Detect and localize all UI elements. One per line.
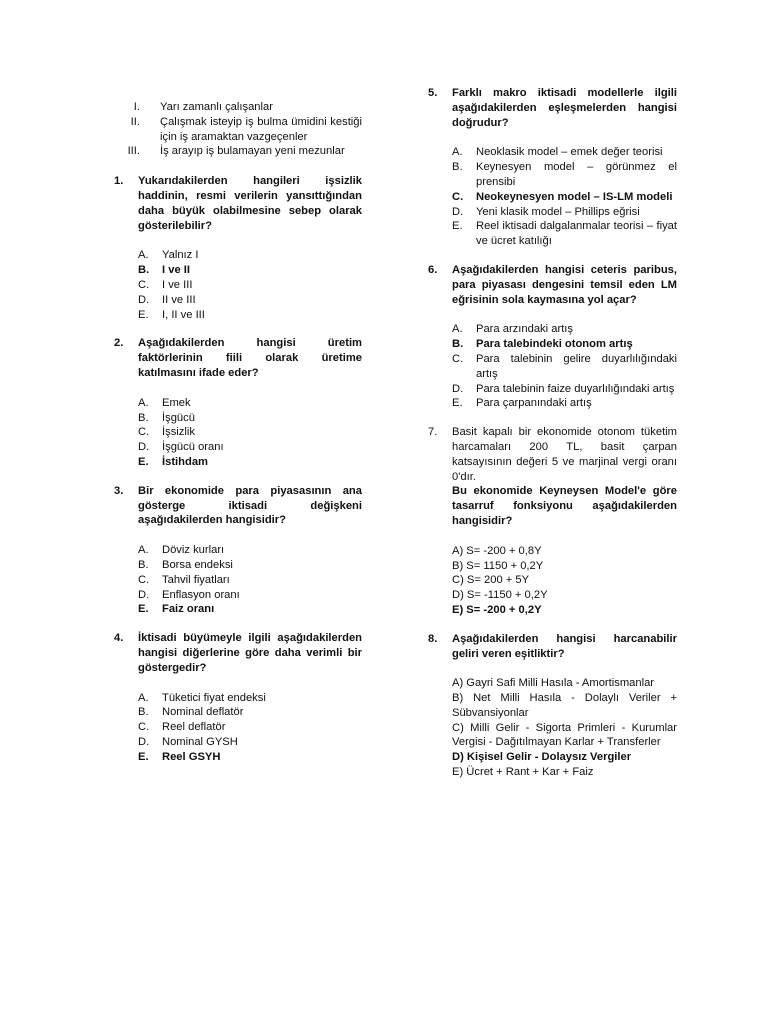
option-text: İşgücü oranı [162,441,224,454]
option[interactable] [428,544,677,559]
option-letter: D. [138,441,150,454]
option-text: Para talebinin gelire duyarlılığındaki artış [476,352,677,380]
roman-number: I. [133,101,140,113]
options-list [114,543,362,617]
question-text: Basit kapalı bir ekonomide otonom tüketim harcamaları 200 TL, basit çarpan katsayısının değeri 5 ve marjinal vergi oranı 0'dır. [452,426,677,483]
option-correct[interactable] [114,263,362,278]
roman-text: İş arayıp iş bulamayan yeni mezunlar [160,145,345,158]
question-text: Aşağıdakilerden hangisi harcanabilir geliri veren eşitliktir? [452,632,677,660]
option[interactable] [114,588,362,603]
option-text: A) Gayri Safi Milli Hasıla - Amortismanlar [452,677,655,690]
option[interactable] [428,145,677,160]
option[interactable] [114,558,362,573]
option[interactable] [114,308,362,323]
option-letter: A. [138,544,149,557]
option[interactable] [428,205,677,220]
question-number: 3. [114,484,124,497]
question-number: 4. [114,632,124,645]
question-number: 7. [428,426,438,439]
option-letter: D. [138,293,150,306]
option-text: Para talebindeki otonom artış [476,338,633,351]
question-stem [452,425,677,529]
question-text: Farklı makro iktisadi modellerle ilgili aşağıdakilerden eşleşmelerden hangisi doğrudur? [452,87,677,129]
option[interactable] [428,352,677,382]
question-number: 1. [114,175,124,188]
option[interactable] [114,720,362,735]
option-text: B) Net Milli Hasıla - Dolaylı Veriler + Sübvansiyonlar [452,692,677,719]
option-text: A) S= -200 + 0,8Y [452,544,542,557]
option-letter: C. [138,278,150,291]
option-letter: E. [452,397,463,410]
option[interactable] [114,425,362,440]
option-text: Reel iktisadi dalgalanmalar teorisi – fiyat ve ücret katılığı [476,220,677,248]
option-letter: B. [452,338,464,351]
option-text: II ve III [162,293,196,306]
question-6 [428,263,677,411]
option[interactable] [114,573,362,588]
option-letter: D. [138,735,150,748]
option-letter: D. [452,205,464,218]
question-8 [428,632,677,780]
option[interactable] [114,248,362,263]
option-text: Tüketici fiyat endeksi [162,691,266,704]
option[interactable] [428,721,677,751]
option-text: D) Kişisel Gelir - Dolaysız Vergiler [452,751,632,764]
option-text: Döviz kurları [162,544,225,557]
option-text: İşsizlik [162,426,195,439]
option-text: I, II ve III [162,308,205,321]
option-correct[interactable] [428,750,677,765]
option-text: Tahvil fiyatları [162,573,230,586]
question-text: İktisadi büyümeyle ilgili aşağıdakilerden hangisi diğerlerine göre daha verimli bir göstergedir? [138,632,362,674]
option-letter: E. [138,750,149,763]
option[interactable] [428,160,677,190]
option-text: B) S= 1150 + 0,2Y [452,559,544,572]
roman-item [114,115,362,145]
option-letter: E. [138,308,149,321]
question-text: Aşağıdakilerden hangisi üretim faktörlerinin fiili olarak üretime katılmasını ifade eder? [138,337,362,379]
option-text: Reel deflatör [162,721,226,734]
option-text: Enflasyon oranı [162,588,240,601]
question-3 [114,484,362,617]
option[interactable] [114,396,362,411]
options-list [428,544,677,618]
option-text: Faiz oranı [162,603,215,616]
left-column [114,100,362,764]
option-text: İstihdam [162,455,209,468]
option-letter: C. [138,573,150,586]
options-list [114,691,362,765]
option[interactable] [114,440,362,455]
option[interactable] [428,676,677,691]
right-column [428,86,677,780]
options-list [114,248,362,322]
roman-item [114,144,362,159]
question-number: 2. [114,337,124,350]
option-text: Nominal deflatör [162,706,244,719]
question-7 [428,425,677,618]
option-correct[interactable] [114,750,362,765]
option-letter: A. [452,146,463,159]
option[interactable] [428,382,677,397]
option[interactable] [428,573,677,588]
option[interactable] [114,278,362,293]
option[interactable] [114,543,362,558]
option-text: İşgücü [162,411,195,424]
option-letter: B. [138,706,149,719]
option-text: E) Ücret + Rant + Kar + Faiz [452,766,594,779]
option-correct[interactable] [428,603,677,618]
question-text: Yukarıdakilerden hangileri işsizlik haddinin, resmi verilerin yansıttığından daha büyük olabilmesine sebep olarak gösterilebilir? [138,175,362,232]
roman-item [114,100,362,115]
option-letter: B. [138,264,150,277]
option-letter: A. [138,691,149,704]
option-text: Borsa endeksi [162,558,233,571]
roman-number: III. [127,145,140,158]
option-letter: C. [452,190,464,203]
option-text: Yeni klasik model – Phillips eğrisi [476,205,640,218]
options-list [114,396,362,470]
roman-text: Yarı zamanlı çalışanlar [160,101,273,113]
option-letter: C. [138,426,150,439]
option-text: Yalnız I [162,249,199,262]
options-list [428,322,677,411]
roman-text: Çalışmak isteyip iş bulma ümidini kestiği için iş aramaktan vazgeçenler [160,115,362,143]
question-prompt: Bu ekonomide Keyneysen Model'e göre tasarruf fonksiyonu aşağıdakilerden hangisidir? [452,485,677,527]
option-text: C) Milli Gelir - Sigorta Primleri - Kurumlar Vergisi - Dağıtılmayan Karlar + Transferler [452,721,677,749]
option[interactable] [428,765,677,780]
question-1 [114,174,362,322]
option-correct[interactable] [428,337,677,352]
option-text: Keynesyen model – görünmez el prensibi [476,161,677,188]
option[interactable] [428,322,677,337]
option-text: I ve III [162,278,193,291]
option-letter: B. [452,161,463,174]
question-number: 5. [428,87,438,99]
option[interactable] [428,559,677,574]
option-letter: E. [138,455,149,468]
options-list [428,676,677,780]
option-letter: A. [452,323,463,336]
option-correct[interactable] [428,190,677,205]
question-text: Aşağıdakilerden hangisi ceteris paribus, para piyasası dengesini temsil eden LM eğrisinin sola kaymasına yol açar? [452,263,677,306]
roman-number: II. [130,115,140,128]
option-text: Neoklasik model – emek değer teorisi [476,146,663,159]
option[interactable] [114,691,362,706]
question-number: 6. [428,263,438,276]
option-text: Emek [162,396,191,409]
option-text: D) S= -1150 + 0,2Y [452,589,548,602]
option-correct[interactable] [114,602,362,617]
option[interactable] [428,691,677,721]
question-number: 8. [428,632,438,645]
option-letter: C. [138,721,150,734]
option-text: I ve II [162,264,190,277]
option-letter: A. [138,396,149,409]
option-text: Para arzındaki artış [476,323,574,336]
option-letter: E. [138,603,149,616]
option-correct[interactable] [114,455,362,470]
option-letter: B. [138,411,149,424]
option[interactable] [428,219,677,249]
option-letter: E. [452,220,463,233]
option-letter: C. [452,352,464,365]
question-text: Bir ekonomide para piyasasının ana gösterge iktisadi değişkeni aşağıdakilerden hangisidir? [138,484,362,527]
question-2 [114,336,362,469]
question-4 [114,631,362,764]
option[interactable] [428,588,677,603]
option-text: Para çarpanındaki artış [476,397,592,410]
options-list [428,145,677,249]
option-text: Neokeynesyen model – IS-LM modeli [476,190,673,203]
option[interactable] [114,411,362,426]
question-5 [428,86,677,249]
option-letter: A. [138,249,149,262]
option-letter: D. [138,588,150,601]
option-text: E) S= -200 + 0,2Y [452,603,542,616]
option-text: Nominal GYSH [162,735,238,748]
option-text: C) S= 200 + 5Y [452,574,530,587]
option-letter: B. [138,558,149,571]
option-text: Para talebinin faize duyarlılığındaki artış [476,382,675,395]
option[interactable] [114,705,362,720]
option-text: Reel GSYH [162,750,221,763]
option[interactable] [428,396,677,411]
option[interactable] [114,735,362,750]
option-letter: D. [452,382,464,395]
option[interactable] [114,293,362,308]
